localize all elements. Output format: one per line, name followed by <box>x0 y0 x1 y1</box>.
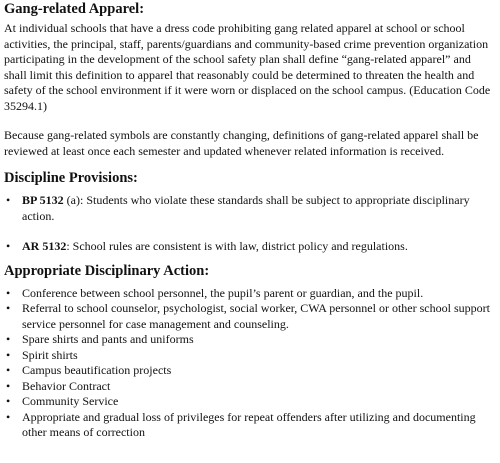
list-item <box>4 348 494 364</box>
list-item <box>4 379 494 395</box>
bullet-icon: • <box>6 285 11 300</box>
bullet-icon: • <box>6 301 11 315</box>
bullet-icon: • <box>6 239 11 253</box>
gang-apparel-heading: Gang-related Apparel: <box>4 1 145 17</box>
bullet-icon: • <box>6 363 11 377</box>
disciplinary-action-list <box>4 286 494 441</box>
bullet-icon: • <box>6 409 11 424</box>
bullet-icon: • <box>6 394 11 408</box>
list-item-text: Spare shirts and pants and uniforms <box>22 332 194 346</box>
list-item-text: Community Service <box>22 394 119 408</box>
discipline-provisions-list <box>4 193 494 255</box>
list-item-text: Conference between school personnel, the pupil’s parent or guardian, and the pupil. <box>22 285 424 300</box>
bullet-icon: • <box>6 332 11 346</box>
bullet-icon: • <box>6 193 11 207</box>
list-item <box>4 301 494 332</box>
policy-text: (a): Students who violate these standards shall be subject to appropriate disciplinary action. <box>22 193 470 223</box>
bullet-icon: • <box>6 347 11 362</box>
gang-apparel-paragraph-2: Because gang-related symbols are constantly changing, definitions of gang-related apparel shall be reviewed at least once each semester and updated whenever related information is received. <box>4 128 479 158</box>
list-item-text: Spirit shirts <box>22 347 78 362</box>
discipline-provisions-heading: Discipline Provisions: <box>4 170 138 186</box>
list-item <box>4 394 494 410</box>
list-item <box>4 410 494 441</box>
list-item <box>4 363 494 379</box>
list-item-text: Behavior Contract <box>22 378 111 393</box>
policy-text: : School rules are consistent is with law, district policy and regulations. <box>66 239 408 253</box>
list-item-text: Referral to school counselor, psychologist, social worker, CWA personnel or other school support service personnel for case management and counseling. <box>22 301 490 331</box>
list-item <box>4 332 494 348</box>
list-item <box>4 193 494 224</box>
list-item-text: Appropriate and gradual loss of privileges for repeat offenders after utilizing and documenting other means of correction <box>22 409 476 439</box>
gang-apparel-paragraph-1: At individual schools that have a dress code prohibiting gang related apparel at school or school activities, the principal, staff, parents/guardians and community-based crime prevention organization participating in the development of the school safety plan shall define “gang-related apparel” and shall limit this definition to apparel that reasonably could be determined to threaten the health and safety of the school environment if it were worn or displaced on the school campus. (Education Code 35294.1) <box>4 21 491 113</box>
disciplinary-action-heading: Appropriate Disciplinary Action: <box>4 262 210 279</box>
policy-code: AR 5132 <box>22 239 67 253</box>
list-item <box>4 239 494 255</box>
list-item-text: Campus beautification projects <box>22 363 172 377</box>
list-item <box>4 286 494 302</box>
bullet-icon: • <box>6 378 11 393</box>
policy-code: BP 5132 <box>22 193 64 207</box>
